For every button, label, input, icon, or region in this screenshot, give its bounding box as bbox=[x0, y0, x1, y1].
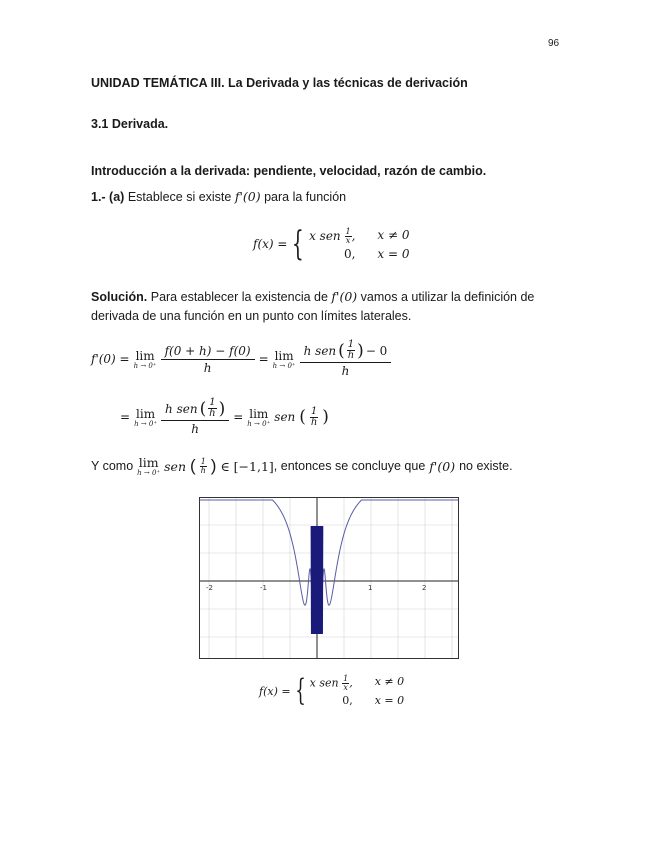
eq2-inner-fraction bbox=[208, 398, 216, 419]
page-number: 96 bbox=[548, 38, 560, 49]
x-tick-label: 1 bbox=[368, 584, 373, 592]
eq2-equals: = bbox=[233, 410, 244, 424]
eq1-frac2-den: h bbox=[341, 364, 350, 378]
x-tick-label: -2 bbox=[206, 584, 213, 592]
intro-heading: Introducción a la derivada: pendiente, velocidad, razón de cambio. bbox=[91, 164, 487, 178]
caption-case1-text: x sen bbox=[309, 676, 339, 690]
case1-fraction bbox=[345, 228, 352, 245]
eq2-lim2-text: lim bbox=[249, 406, 269, 421]
solution-text2: vamos a utilizar la definición de bbox=[360, 290, 535, 304]
eq2-limit-2 bbox=[247, 407, 270, 428]
eq2-lhs: = bbox=[120, 410, 131, 424]
caption-frac-num: 1 bbox=[343, 674, 349, 683]
section-heading: 3.1 Derivada. bbox=[91, 117, 169, 131]
left-brace: { bbox=[292, 224, 305, 264]
eq1-lim1-sub: h → 0⁺ bbox=[133, 361, 157, 370]
function-curve bbox=[200, 500, 458, 605]
eq2-frac-num-a: h sen bbox=[165, 401, 198, 416]
eq1-frac2-num-b: − 0 bbox=[365, 343, 388, 358]
conclusion-text2: , entonces se concluye que bbox=[273, 459, 426, 473]
eq2-rhs-fraction bbox=[310, 407, 318, 428]
conclusion-lim-text: lim bbox=[138, 455, 159, 470]
unit-heading: UNIDAD TEMÁTICA III. La Derivada y las técnicas de derivación bbox=[91, 76, 468, 90]
eq1-fraction-1 bbox=[161, 344, 255, 375]
conclusion-fraction bbox=[200, 458, 207, 475]
problem-text-before: Establece si existe bbox=[127, 190, 232, 204]
conclusion-line bbox=[91, 455, 513, 477]
graph-canvas bbox=[200, 498, 458, 658]
eq1-lim1-text: lim bbox=[135, 348, 155, 363]
caption-case1-expression bbox=[310, 675, 353, 692]
equation-2 bbox=[120, 398, 329, 436]
eq1-frac1-num: f(0 + h) − f(0) bbox=[161, 344, 255, 360]
eq1-inner-num: 1 bbox=[347, 339, 355, 350]
paren-close: ) bbox=[218, 398, 226, 419]
conclusion-limit bbox=[137, 455, 160, 477]
caption-case1-condition: x ≠ 0 bbox=[374, 675, 405, 688]
conclusion-den: h bbox=[200, 465, 206, 475]
function-lhs: f(x) = bbox=[253, 237, 288, 251]
conclusion-expr: f'(0) bbox=[429, 458, 456, 474]
conclusion-lim-sub: h → 0⁺ bbox=[137, 469, 161, 477]
problem-text-after: para la función bbox=[264, 190, 347, 204]
caption-frac-den: x bbox=[343, 683, 348, 692]
paren-open: ( bbox=[299, 407, 306, 427]
conclusion-sen: sen bbox=[164, 458, 187, 474]
case1-expr-text: x sen bbox=[309, 228, 341, 243]
problem-number: 1.- (a) bbox=[91, 190, 125, 204]
case1-frac-num: 1 bbox=[345, 226, 351, 236]
case1-comma: , bbox=[351, 228, 356, 243]
caption-lhs: f(x) = bbox=[259, 684, 291, 698]
caption-case1-comma: , bbox=[349, 676, 353, 690]
eq2-rhs-sen: sen bbox=[274, 410, 296, 424]
eq2-limit-1 bbox=[134, 407, 157, 428]
conclusion-text1: Y como bbox=[91, 459, 134, 473]
eq2-rhs-num: 1 bbox=[310, 405, 318, 417]
eq1-lhs: f'(0) = bbox=[91, 352, 130, 366]
problem-statement bbox=[91, 189, 346, 204]
solution-expr: f'(0) bbox=[331, 289, 358, 304]
eq1-inner-den: h bbox=[347, 350, 355, 361]
x-tick-label: 2 bbox=[422, 584, 427, 592]
eq2-lim2-sub: h → 0⁺ bbox=[247, 419, 271, 428]
eq2-frac-den: h bbox=[191, 422, 199, 436]
case1-condition: x ≠ 0 bbox=[377, 227, 410, 242]
solution-text1: Para establecer la existencia de bbox=[150, 290, 328, 304]
eq2-frac-num bbox=[161, 398, 229, 421]
solution-label: Solución. bbox=[91, 290, 148, 304]
caption-case2-expression: 0, bbox=[342, 694, 353, 707]
function-graph bbox=[199, 497, 459, 659]
eq2-lim1-sub: h → 0⁺ bbox=[134, 419, 158, 428]
graph-grid bbox=[200, 498, 458, 658]
left-brace: { bbox=[294, 673, 306, 708]
eq1-fraction-2 bbox=[300, 340, 392, 378]
paren-open: ( bbox=[338, 340, 345, 361]
eq2-inner-den: h bbox=[209, 408, 216, 419]
eq2-lim1-text: lim bbox=[136, 406, 156, 421]
eq2-inner-num: 1 bbox=[209, 397, 216, 408]
paren-close: ) bbox=[322, 407, 329, 427]
paren-open: ( bbox=[199, 398, 207, 419]
oscillation-region bbox=[311, 526, 323, 634]
eq1-limit-2 bbox=[273, 349, 296, 370]
case2-expression: 0, bbox=[343, 246, 356, 261]
case1-frac-den: x bbox=[345, 235, 351, 245]
x-tick-label: -1 bbox=[260, 584, 267, 592]
eq1-equals: = bbox=[258, 352, 269, 366]
conclusion-num: 1 bbox=[200, 456, 206, 466]
case2-condition: x = 0 bbox=[377, 246, 410, 261]
eq2-fraction bbox=[161, 398, 229, 436]
problem-expr: f'(0) bbox=[234, 189, 261, 204]
solution-paragraph bbox=[91, 287, 571, 326]
caption-cases bbox=[310, 675, 404, 707]
paren-open: ( bbox=[190, 456, 196, 475]
equation-1 bbox=[91, 340, 391, 378]
case1-expression bbox=[309, 228, 355, 245]
conclusion-interval: ∈ [−1,1] bbox=[220, 458, 274, 474]
eq1-limit-1 bbox=[134, 349, 157, 370]
eq1-inner-fraction bbox=[347, 340, 355, 361]
eq1-lim2-text: lim bbox=[274, 348, 294, 363]
eq1-frac2-num bbox=[300, 340, 392, 363]
piecewise-cases bbox=[309, 228, 409, 261]
solution-line2: derivada de una función en un punto con límites laterales. bbox=[91, 309, 412, 323]
paren-close: ) bbox=[210, 456, 217, 475]
conclusion-text3: no existe. bbox=[459, 459, 513, 473]
caption-case2-condition: x = 0 bbox=[374, 694, 405, 707]
eq2-rhs-den: h bbox=[310, 416, 318, 428]
caption-function bbox=[259, 675, 404, 707]
eq1-frac2-num-a: h sen bbox=[303, 343, 337, 358]
paren-close: ) bbox=[357, 340, 364, 361]
function-definition bbox=[253, 224, 410, 264]
eq1-frac1-den: h bbox=[203, 360, 212, 375]
eq1-lim2-sub: h → 0⁺ bbox=[272, 361, 296, 370]
